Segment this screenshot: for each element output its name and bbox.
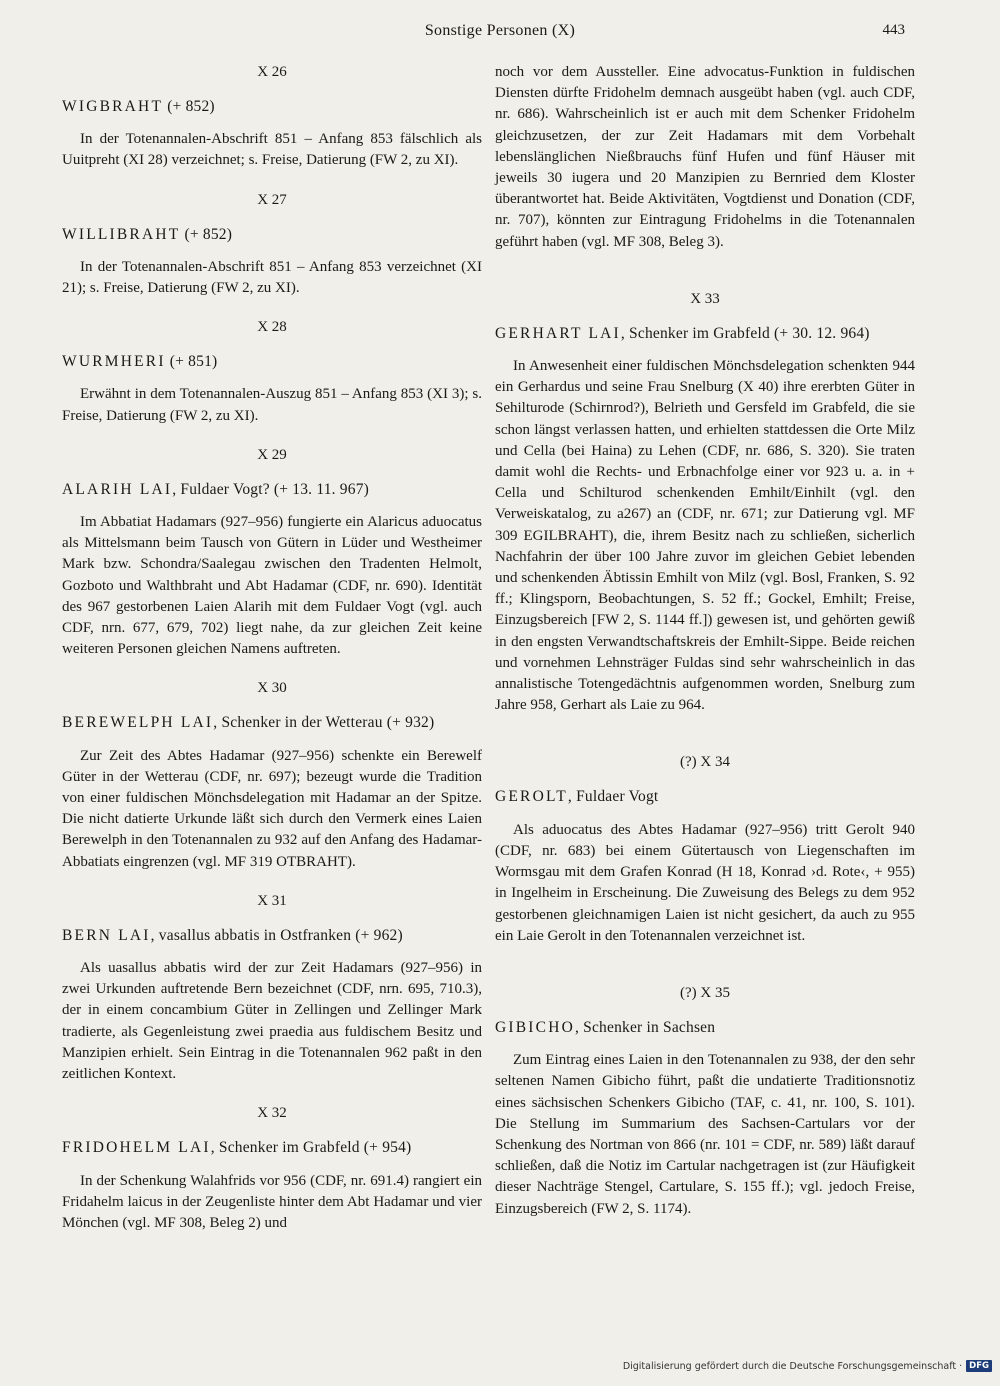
entry-body: In der Totenannalen-Abschrift 851 – Anfang 853 fälschlich als Uuitpreht (XI 28) verzeichnet; s. Freise, Datierung (FW 2, zu XI). — [62, 131, 482, 169]
entry-number: X 30 — [257, 680, 287, 697]
entry-number: X 26 — [257, 64, 287, 80]
entry-name: BERN LAI — [62, 926, 151, 944]
entry-heading — [62, 712, 482, 733]
entry-number: X 28 — [257, 319, 287, 336]
entry — [62, 190, 482, 300]
entry-number: X 31 — [257, 892, 287, 909]
entry-heading-detail: , Schenker in der Wetterau (+ 932) — [213, 714, 435, 732]
entry-name: BEREWELPH LAI — [62, 714, 214, 732]
entry-heading — [495, 1017, 915, 1038]
entry-number: X 29 — [257, 446, 287, 463]
entry-number: X 27 — [257, 191, 287, 208]
credit-text: Digitalisierung gefördert durch die Deutsche Forschungsgemeinschaft · — [622, 1360, 963, 1372]
entry-name: GERHART LAI — [495, 324, 621, 342]
entry-heading-detail: , Fuldaer Vogt? (+ 13. 11. 967) — [172, 480, 370, 498]
entry-heading — [62, 96, 482, 117]
entry-heading — [62, 479, 482, 500]
entry-name: GIBICHO — [495, 1018, 575, 1036]
entry-body: Erwähnt in dem Totenannalen-Auszug 851 – Anfang 853 (XI 3); s. Freise, Datierung (FW 2, zu XI). — [62, 386, 482, 424]
entry-body-continuation: noch vor dem Aussteller. Eine advocatus-Funktion in fuldischen Diensten dürfte Fridohelm demnach ausgeübt haben (vgl. auch CDF, nr. 686). Wahrscheinlich ist er auch mit dem Schenker Fridohelm gleichzusetzen, der zur Zeit Hadamars mit dem Vorbehalt lebenslänglichen Nießbrauchs fünf Hufen und fünf Häuser mit jeweils 30 iugera und 20 Manzipien zu Bernried dem Kloster überantwortet hat. Beide Aktivitäten, Vogtdienst und Donation (CDF, nr. 707), könnten zur Eintragung Fridohelms in die Totenannalen geführt haben (vgl. MF 308, Beleg 3). — [495, 64, 915, 250]
entry-name: WURMHERI — [62, 353, 166, 371]
entry-heading — [495, 323, 915, 344]
entry-body: Zum Eintrag eines Laien in den Totenannalen zu 938, der den sehr seltenen Namen Gibicho führt, paßt die undatierte Traditionsnotiz eines sächsischen Schenkers Gibicho (TAF, c. 41, nr. 100, S. 101). Die Stellung im Summarium des Sachsen-Cartulars vor der Schenkung des Nortman von 866 (nr. 101 = CDF, nr. 589) läßt darauf schließen, daß die Notiz im Cartular nachgetragen ist (zur Häufigkeit dieser Nachträge Stengel, Cartulare, S. 155 ff.); vgl. jedoch Freise, Einzugsbereich (FW 2, S. 1174). — [495, 1052, 915, 1217]
entry-heading — [495, 786, 915, 807]
entry-name: WILLIBRAHT — [62, 225, 181, 243]
entry-heading-detail: , Schenker in Sachsen — [574, 1018, 716, 1036]
entry — [62, 445, 482, 661]
entry — [62, 891, 482, 1085]
entry-heading — [62, 925, 482, 946]
running-head — [0, 20, 1000, 50]
entry — [495, 289, 915, 717]
entry-heading — [62, 224, 482, 245]
entry-number: X 33 — [690, 290, 720, 307]
entry-heading — [62, 351, 482, 372]
left-column — [62, 62, 482, 1252]
entry-heading-detail: , Fuldaer Vogt — [567, 788, 659, 806]
entry-heading-detail: (+ 852) — [180, 225, 233, 243]
entry — [62, 678, 482, 872]
entry-name: GEROLT — [495, 788, 568, 806]
entry — [62, 317, 482, 427]
entry-body: Zur Zeit des Abtes Hadamar (927–956) schenkte ein Berewelf Güter in der Wetterau (CDF, nr. 697); bezeugt wurde die Tradition von einer fuldischen Mönchsdelegation mit Hadamar an der Spitze. Die nicht datierte Urkunde läßt sich durch den Vermerk eines Laien Berewelph in den Totenannalen zu 932 auf den Anfang des Hadamar-Abbatiats eingrenzen (vgl. MF 319 OTBRAHT). — [62, 747, 482, 870]
entry — [495, 983, 915, 1220]
entry-name: FRIDOHELM LAI — [62, 1139, 211, 1157]
entry-number: (?) X 35 — [680, 984, 730, 1001]
entry-heading-detail: (+ 852) — [163, 98, 215, 115]
entry-body: Im Abbatiat Hadamars (927–956) fungierte ein Alaricus aduocatus als Mittelsmann beim Tausch von Gütern in Lüder und Westheimer Mark bzw. Schondra/Saalegau zwischen den Tradenten Helmolt, Gozboto und Walthbraht und Abt Hadamar (CDF, nr. 690). Identität des 967 gestorbenen Laien Alarih mit dem Fuldaer Vogt (vgl. auch CDF, nrn. 677, 679, 702) liegt nahe, da zur gleichen Zeit keine weiteren Personen gleichen Namens auftreten. — [62, 514, 482, 658]
entry-number: (?) X 34 — [680, 754, 730, 771]
entry-body: In Anwesenheit einer fuldischen Mönchsdelegation schenkten 944 ein Gerhardus und seine Frau Snelburg (X 40) ihre ererbten Güter in Sehilturode (Schirnrod?), Belrieth und Gersfeld im Grabfeld, die sie schon längst verlassen hatten, und erhielten stattdessen die Orte Milz und Cella (bei Haina) zu Lehen (CDF, nr. 686, S. 320). Sie traten damit wohl die Rechts- und Erbnachfolge einer vor 923 u. a. in + Cella und Schilturod schenkenden Emhilt/Einhilt (vgl. den Verweiskatalog, zu a267) an (CDF, nr. 671; zur Datierung vgl. MF 309 EGILBRAHT), die, ihrem Besitz nach zu schließen, sicherlich Nachfahrin der über 100 Jahre zuvor im gleichen Gebiet lebenden und schenkenden Äbtissin Emhilt von Milz (vgl. Bosl, Franken, S. 92 ff.; Klingsporn, Beobachtungen, S. 52 ff.; Gockel, Emhilt; Freise, Einzugsbereich [FW 2, S. 1144 ff.]) gewesen ist, und gehörten gewiß in den engsten Verwandtschaftskreis der Emhilt-Sippe. Beide reichen und vornehmen Lehnsträger Fuldas sind sehr wahrscheinlich in das annalistische Totengedächtnis aufgenommen worden, Snelburg zum Jahre 958, Gerhart als Laie zu 964. — [495, 358, 915, 714]
entry-name: WIGBRAHT — [62, 98, 164, 115]
entry-body: In der Schenkung Walahfrids vor 956 (CDF, nr. 691.4) rangiert ein Fridahelm laicus in der Zeugenliste hinter dem Abt Hadamar und vier Mönchen (vgl. MF 308, Beleg 2) und — [62, 1172, 482, 1231]
running-title: Sonstige Personen (X) — [424, 22, 576, 39]
entry-name: ALARIH LAI — [62, 480, 173, 498]
entry-heading-detail: , vasallus abbatis in Ostfranken (+ 962) — [150, 926, 403, 944]
entry-heading-detail: , Schenker im Grabfeld (+ 954) — [210, 1139, 412, 1157]
entry-number: X 32 — [257, 1105, 287, 1122]
entry — [495, 752, 915, 946]
entry-body: In der Totenannalen-Abschrift 851 – Anfang 853 verzeichnet (XI 21); s. Freise, Datierung (FW 2, zu XI). — [62, 258, 482, 297]
entry-body: Als uasallus abbatis wird der zur Zeit Hadamars (927–956) in zwei Urkunden auftretende Bern bezeichnet (CDF, nrn. 695, 710.3), der in einem concambium Güter in Zellingen und Zellinger Mark tradierte, als Gegenleistung zwei praedia aus fuldischem Besitz und Manzipien erhielt. Sein Eintrag in die Totenannalen 962 paßt in den zeitlichen Kontext. — [62, 960, 482, 1083]
entry-heading — [62, 1137, 482, 1158]
digitization-credit — [623, 1360, 992, 1372]
dfg-logo: DFG — [966, 1360, 992, 1372]
entry-heading-detail: , Schenker im Grabfeld (+ 30. 12. 964) — [620, 324, 870, 342]
page-number: 443 — [882, 22, 905, 38]
entry-body: Als aduocatus des Abtes Hadamar (927–956) tritt Gerolt 940 (CDF, nr. 683) bei einem Gütertausch von Liegenschaften im Wormsgau mit dem Grafen Konrad (H 18, Konrad ›d. Rote‹, + 955) in Ingelheim in Erscheinung. Die Zuweisung des Belegs zu dem 952 gestorbenen gleichnamigen Laien ist nicht gesichert, da auch zu 955 ein Laie Gerolt in den Totenannalen verzeichnet ist. — [495, 821, 915, 944]
entry-heading-detail: (+ 851) — [165, 353, 218, 371]
entry — [62, 62, 482, 172]
right-column — [495, 62, 915, 1238]
entry — [62, 1103, 482, 1234]
